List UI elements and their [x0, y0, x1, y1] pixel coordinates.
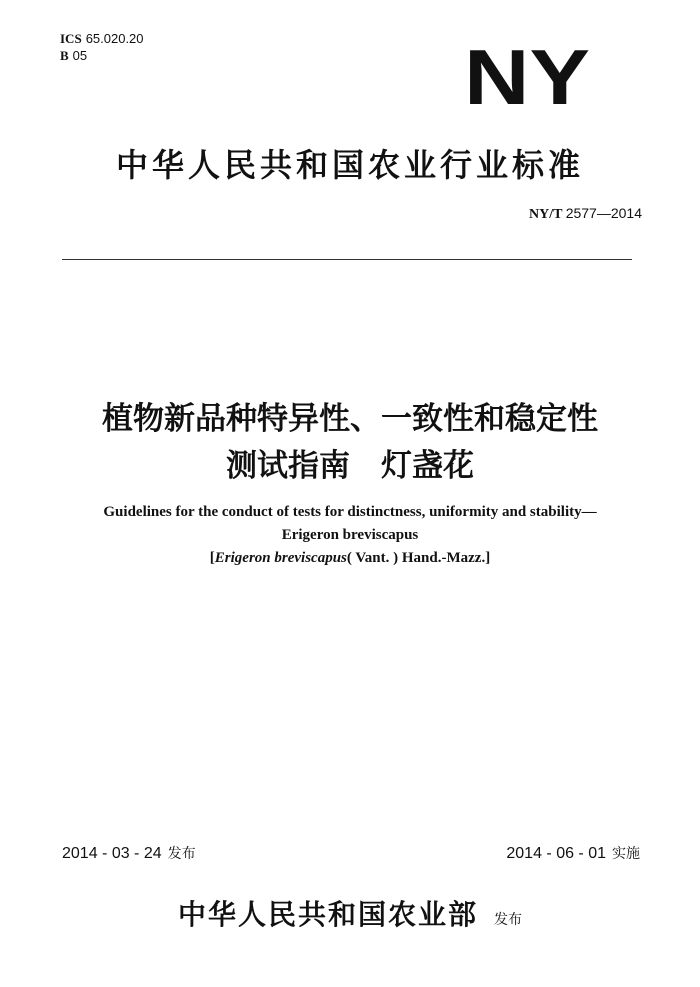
release-date-value: 2014 - 03 - 24	[62, 845, 162, 862]
implement-label: 实施	[612, 846, 640, 862]
title-cn-line1: 植物新品种特异性、一致性和稳定性	[102, 401, 598, 437]
ics-code: 65.020.20	[85, 31, 144, 46]
ny-logo-text: NY	[464, 46, 590, 106]
ics-label: ICS	[60, 31, 82, 46]
issuer	[0, 893, 700, 933]
implement-date	[506, 843, 640, 863]
class-label: B	[60, 48, 69, 63]
class-line	[60, 47, 144, 64]
standard-code: 2577—2014	[565, 205, 642, 221]
title-en-authority: ( Vant. ) Hand.-Mazz.]	[346, 550, 491, 566]
implement-date-value: 2014 - 06 - 01	[506, 845, 606, 862]
standard-prefix: NY/T	[529, 207, 563, 222]
ny-logo	[462, 46, 592, 106]
title-en-bracket: [	[209, 550, 215, 566]
release-label: 发布	[167, 846, 196, 862]
title-en-line1: Guidelines for the conduct of tests for distinctness, uniformity and stability—	[103, 504, 597, 520]
class-code: 05	[72, 48, 88, 63]
issuer-name: 中华人民共和国农业部	[177, 898, 478, 931]
ics-line	[60, 30, 144, 47]
standard-number	[529, 205, 642, 223]
title-cn-line2: 测试指南 灯盏花	[226, 448, 474, 484]
org-title: 中华人民共和国农业行业标准	[115, 146, 584, 184]
title-en-species: Erigeron breviscapus	[214, 550, 347, 566]
title-en-line3	[0, 550, 700, 567]
issuer-label: 发布	[494, 912, 522, 928]
release-date	[62, 843, 196, 863]
header-divider	[62, 259, 632, 260]
title-en-line2: Erigeron breviscapus	[281, 527, 419, 543]
ics-block	[60, 30, 144, 64]
